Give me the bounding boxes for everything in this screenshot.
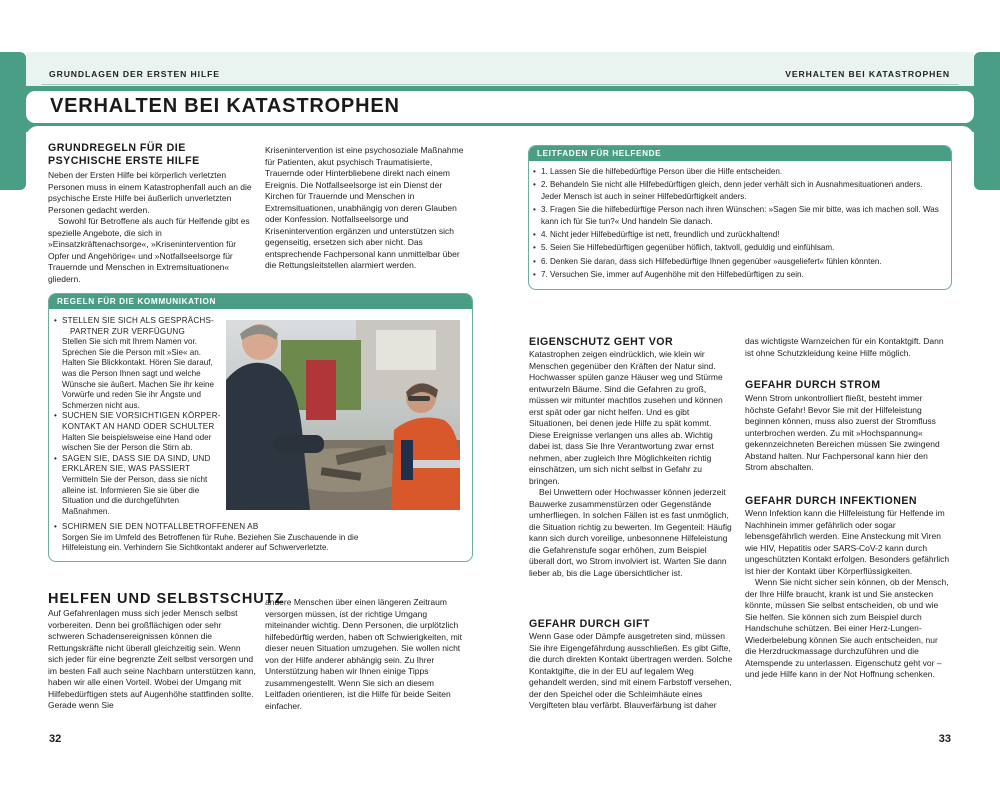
- psychische-hilfe-column-2: Krisenintervention ist eine psychosoziale Maßnahme für Patienten, akut psychisch Traumatisierte, Trauernde oder Hinterbliebene direkt nach einem Ereignis. Die Notfallseelsorge ist ein Dienst der Kirchen für Trauernde und Menschen in Extremsituationen, unabhängig von deren Glauben oder Konfession. Notfallseelsorge und Krisenintervention ergänzen und unterstützen sich gegenseitig, ersetzen sich aber nicht. Das entsprechende Fachpersonal kann unmittelbar über die Rettungsleitstellen alarmiert werden.: [265, 145, 464, 270]
- section-heading-gift: GEFAHR DURCH GIFT: [529, 618, 650, 630]
- strom-text: Wenn Strom unkontrolliert fließt, besteht immer höchste Gefahr! Bevor Sie mit der Hilfeleistung beginnen können, muss also zuerst der Stromfluss unterbrochen werden. Zu mit »Hochspannung« gekennzeichneten Bereichen müssen Sie zwingend Abstand halten. Nur Fachpersonal kann hier den Strom abschalten.: [745, 393, 940, 472]
- section-heading-psychische-erste-hilfe: GRUNDREGELN FÜR DIE PSYCHISCHE ERSTE HILFE: [48, 142, 200, 167]
- section-heading-helfen-selbstschutz: HELFEN UND SELBSTSCHUTZ: [48, 591, 285, 607]
- list-item: • STELLEN SIE SICH ALS GESPRÄCHS- PARTNER ZUR VERFÜGUNG Stellen Sie sich mit Ihrem Namen vor. Sprechen Sie die Person mit »Sie« an. Halten Sie Blickkontakt. Hören Sie darauf, was die Person Ihnen sagt und welche Wünsche sie äußert. Machen Sie ihr keine Vorwürfe und reden Sie ihr Ängste und Schmerzen nicht aus.: [54, 316, 222, 411]
- helper-guide-list: [533, 166, 941, 281]
- helfen-column-1: Auf Gefahrenlagen muss sich jeder Mensch selbst vorbereiten. Denn bei großflächigen oder sehr schweren Schadensereignissen können die Rettungskräfte nicht überall gleichzeitig sein. Wenn sich jeder für eine begrenzte Zeit selbst versorgen und im besten Fall auch seine Nachbarn unterstützen kann, haben wir alle einen Vorteil. Wobei der Umgang mit Hilfebedürftigen stets auf Augenhöhe stattfinden sollte. Gerade wenn Sie: [48, 608, 256, 710]
- running-header-right: VERHALTEN BEI KATASTROPHEN: [785, 69, 950, 79]
- helper-guide-title: LEITFADEN FÜR HELFENDE: [529, 146, 951, 161]
- infektionen-text: Wenn Infektion kann die Hilfeleistung für Helfende im Nachhinein immer gefährlich oder sogar lebensgefährlich werden. Eine Ansteckung mit Viren wie HIV, Hepatitis oder SARS-CoV-2 kann durch ungeschützten Kontakt erfolgen. Besonders gefährlich ist hier der Kontakt über Körperflüssigkeiten. Wenn Sie nicht sicher sein können, ob der Mensch, der Ihre Hilfe braucht, krank ist und Sie anstecken könnte, müssen Sie selbst entscheiden, ob und wie Sie helfen. Sie können sich zum Beispiel durch Handschuhe schützen. Bei einer Herz-Lungen-Wiederbelebung können Sie auch entscheiden, nur die Herzdruckmassage durchzuführen und die Atemspende zu unterlassen. Eigenschutz geht vor – und jede Hilfe kann in der Not Hoffnung schenken.: [745, 508, 950, 679]
- header-divider: [42, 84, 958, 85]
- list-item: • SUCHEN SIE VORSICHTIGEN KÖRPER- KONTAKT AN HAND ODER SCHULTER Halten Sie beispielsweise eine Hand oder wischen Sie der Person die Stirn ab.: [54, 411, 222, 453]
- list-item: • SCHIRMEN SIE DEN NOTFALLBETROFFENEN AB Sorgen Sie im Umfeld des Betroffenen für Ruhe. Beziehen Sie Zuschauende in die Hilfeleistung ein. Verhindern Sie Sichtkontakt anderer auf Schwerverletzte.: [54, 522, 364, 554]
- list-item: • SAGEN SIE, DASS SIE DA SIND, UND ERKLÄREN SIE, WAS PASSIERT Vermitteln Sie der Person, dass sie nicht alleine ist. Informieren Sie sie über die Situation und die durchgeführten Maßnahmen.: [54, 454, 222, 518]
- list-item: • 7. Versuchen Sie, immer auf Augenhöhe mit den Hilfebedürftigen zu sein.: [533, 269, 941, 280]
- page-number-left: 32: [49, 733, 62, 745]
- list-item: • 2. Behandeln Sie nicht alle Hilfebedürftigen gleich, denn jeder verhält sich in Ausnahmesituationen anders. Jeder Mensch ist auch in seiner Hilfebedürftigkeit anders.: [533, 179, 941, 202]
- right-page-edge-tab: [974, 52, 1000, 190]
- section-heading-eigenschutz: EIGENSCHUTZ GEHT VOR: [529, 336, 674, 348]
- gift-text: Wenn Gase oder Dämpfe ausgetreten sind, müssen Sie ihre Eigengefährdung ausschließen. Es gibt Gifte, die durch direkten Kontakt übertragen werden. Solche Kontaktgifte, die in der EU auf legalem Weg gehandelt werden, sind mit einem Farbstoff versehen, der den Speichel oder die Schleimhäute eines Vergifteten blau verfärbt. Blauverfärbung ist daher: [529, 631, 733, 710]
- section-heading-strom: GEFAHR DURCH STROM: [745, 379, 881, 391]
- section-heading-infektionen: GEFAHR DURCH INFEKTIONEN: [745, 495, 918, 507]
- left-page-edge-tab: [0, 52, 26, 190]
- running-header-left: GRUNDLAGEN DER ERSTEN HILFE: [49, 69, 220, 79]
- eigenschutz-text: Katastrophen zeigen eindrücklich, wie klein wir Menschen gegenüber den Kräften der Natur sind. Hochwasser spülen ganze Häuser weg und Stürme entwurzeln Bäume. Sind die Gefahren zu groß, müssen wir mitunter machtlos zusehen und können erst spät oder gar nicht helfen. Und es gibt Situationen, bei denen jede Hilfe zu spät kommt. Diese Ereignisse verlangen uns alles ab. Wichtig dabei ist, dass Sie Ihre Verantwortung zwar ernst nehmen, aber zugleich Ihre Möglichkeiten richtig einschätzen, um sich nicht selbst in Gefahr zu bringen. Bei Unwettern oder Hochwasser können jederzeit Bauwerke zusammenstürzen oder Gegenstände umherfliegen. In solchen Fällen ist es fast unmöglich, die Situation richtig zu bewerten. Im Gegenteil: Häufig kann sich durch voreilige, unbesonnene Hilfeleistung die Gefahrenstufe sogar erhöhen, zum Beispiel überall dort, wo Strom involviert ist. Warten Sie dann lieber ab, bis die Lage übersichtlicher ist.: [529, 349, 732, 578]
- gift-continuation: das wichtigste Warnzeichen für ein Kontaktgift. Dann ist ohne Schutzkleidung keine Hilfe möglich.: [745, 336, 944, 358]
- page-number-right: 33: [938, 733, 951, 745]
- list-item: • 6. Denken Sie daran, dass sich Hilfebedürftige Ihnen gegenüber »ausgeliefert« fühlen könnten.: [533, 256, 941, 267]
- communication-rules-list: [54, 316, 222, 517]
- helfen-column-2: andere Menschen über einen längeren Zeitraum versorgen müssen, ist der richtige Umgang miteinander wichtig. Denn Personen, die urplötzlich hilfebedürftig werden, haben oft Schwierigkeiten, mit dieser neuen Situation umzugehen. Sie wollen nicht von der Hilfe anderer abhängig sein. Zu Ihrer Unterstützung haben wir Ihnen einige Tipps zusammengestellt. Wenn Sie sich an diesem Leitfaden orientieren, ist die Hilfe für beide Seiten einfacher.: [265, 597, 463, 711]
- page-title: VERHALTEN BEI KATASTROPHEN: [50, 95, 400, 117]
- flood-helper-photo-illustration: [226, 320, 460, 510]
- list-item: • 4. Nicht jeder Hilfebedürftige ist nett, freundlich und zurückhaltend!: [533, 229, 941, 240]
- list-item: • 1. Lassen Sie die hilfebedürftige Person über die Hilfe entscheiden.: [533, 166, 941, 177]
- communication-rules-list-last: [54, 522, 364, 554]
- list-item: • 3. Fragen Sie die hilfebedürftige Person nach ihren Wünschen: »Sagen Sie mir bitte, was ich machen soll. Was kann ich für Sie tun?« Und handeln Sie danach.: [533, 204, 941, 227]
- list-item: • 5. Seien Sie Hilfebedürftigen gegenüber höflich, taktvoll, geduldig und einfühlsam.: [533, 242, 941, 253]
- psychische-hilfe-column-1: Neben der Ersten Hilfe bei körperlich verletzten Personen muss in einem Katastrophenfall auch an die psychische Erste Hilfe bei äußerlich unverletzten Personen gedacht werden. Sowohl für Betroffene als auch für Helfende gibt es spezielle Angebote, die sich in »Einsatzkräftenachsorge«, »Krisenintervention für Opfer und Angehörige« und »Notfallseelsorge für Trauernde und Menschen in Extremsituationen« gliedern.: [48, 170, 252, 284]
- communication-rules-title: REGELN FÜR DIE KOMMUNIKATION: [49, 294, 472, 309]
- flood-helper-photo: [226, 320, 460, 510]
